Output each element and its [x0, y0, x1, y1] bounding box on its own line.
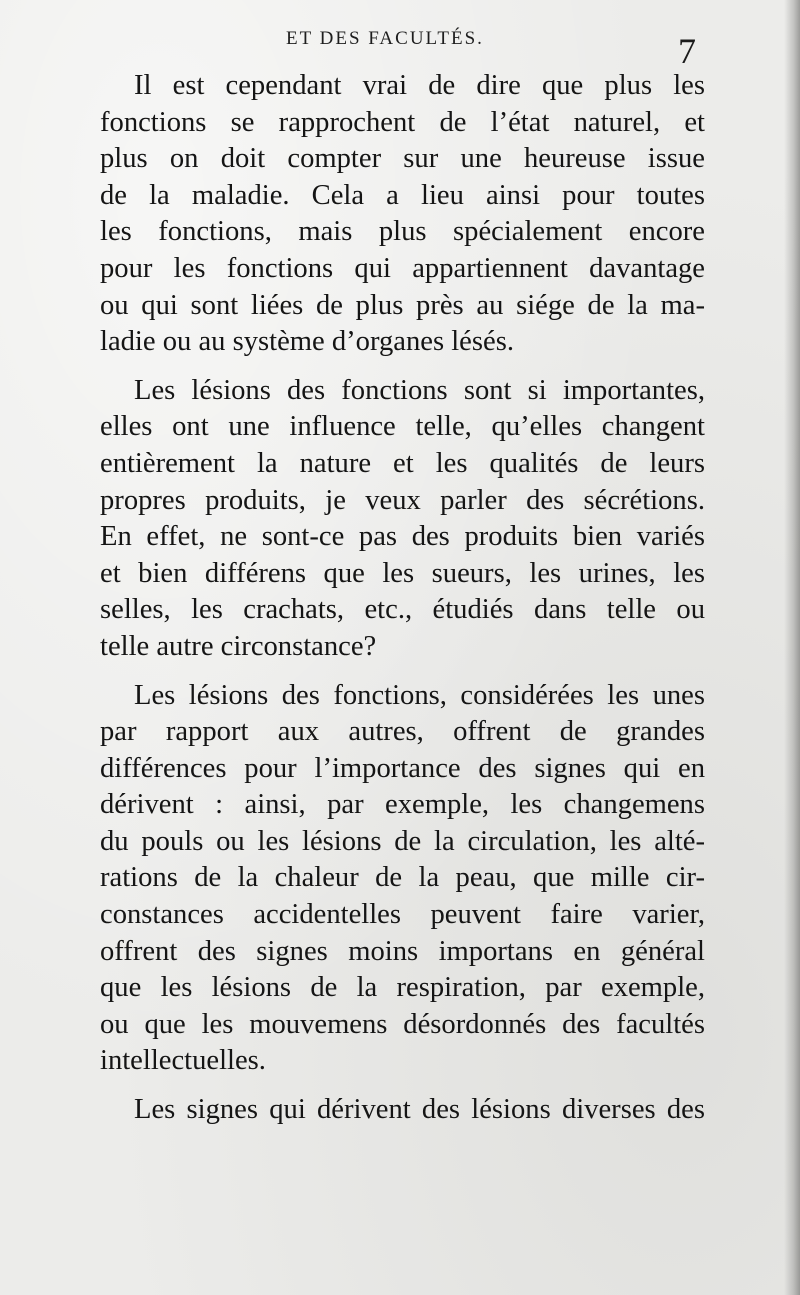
body-text	[100, 68, 705, 1129]
text-line: telle autre circonstance?	[100, 630, 377, 662]
page-number: 7	[678, 31, 696, 71]
text-line: Les signes qui dérivent des lésions diverses des	[134, 1094, 705, 1126]
paragraph-4	[100, 1092, 705, 1129]
paragraph-3	[100, 678, 705, 1081]
running-header: ET DES FACULTÉS.	[286, 28, 484, 49]
text-line: En effet, ne sont-ce pas des produits bien variés	[100, 521, 705, 553]
text-line: fonctions se rapprochent de l’état naturel, et	[100, 106, 705, 138]
text-line: constances accidentelles peuvent faire varier,	[100, 899, 705, 931]
text-line: entièrement la nature et les qualités de leurs	[100, 447, 705, 479]
text-line: et bien différens que les sueurs, les urines, les	[100, 557, 705, 589]
page-edge-shadow	[784, 0, 800, 1295]
text-line: Les lésions des fonctions sont si importantes,	[134, 374, 705, 406]
text-line: offrent des signes moins importans en général	[100, 935, 705, 967]
paragraph-1	[100, 68, 705, 361]
text-line: les fonctions, mais plus spécialement encore	[100, 216, 705, 248]
text-line: pour les fonctions qui appartiennent davantage	[100, 252, 705, 284]
text-line: selles, les crachats, etc., étudiés dans telle ou	[100, 594, 705, 626]
text-line: dérivent : ainsi, par exemple, les changemens	[100, 789, 705, 821]
text-line: ladie ou au système d’organes lésés.	[100, 326, 514, 358]
text-line: Les lésions des fonctions, considérées les unes	[134, 679, 705, 711]
text-line: de la maladie. Cela a lieu ainsi pour toutes	[100, 179, 705, 211]
text-line: propres produits, je veux parler des sécrétions.	[100, 484, 705, 516]
text-line: intellectuelles.	[100, 1045, 266, 1077]
text-line: du pouls ou les lésions de la circulation, les alté-	[100, 825, 705, 857]
text-line: elles ont une influence telle, qu’elles changent	[100, 411, 705, 443]
text-line: Il est cependant vrai de dire que plus les	[134, 70, 705, 101]
text-line: par rapport aux autres, offrent de grandes	[100, 716, 705, 748]
text-line: que les lésions de la respiration, par exemple,	[100, 972, 705, 1004]
text-line: différences pour l’importance des signes qui en	[100, 752, 705, 784]
text-line: rations de la chaleur de la peau, que mille cir-	[100, 862, 705, 894]
paragraph-2	[100, 373, 705, 666]
text-line: ou que les mouvemens désordonnés des facultés	[100, 1008, 705, 1040]
text-line: plus on doit compter sur une heureuse issue	[100, 143, 705, 175]
text-line: ou qui sont liées de plus près au siége de la ma-	[100, 289, 705, 321]
